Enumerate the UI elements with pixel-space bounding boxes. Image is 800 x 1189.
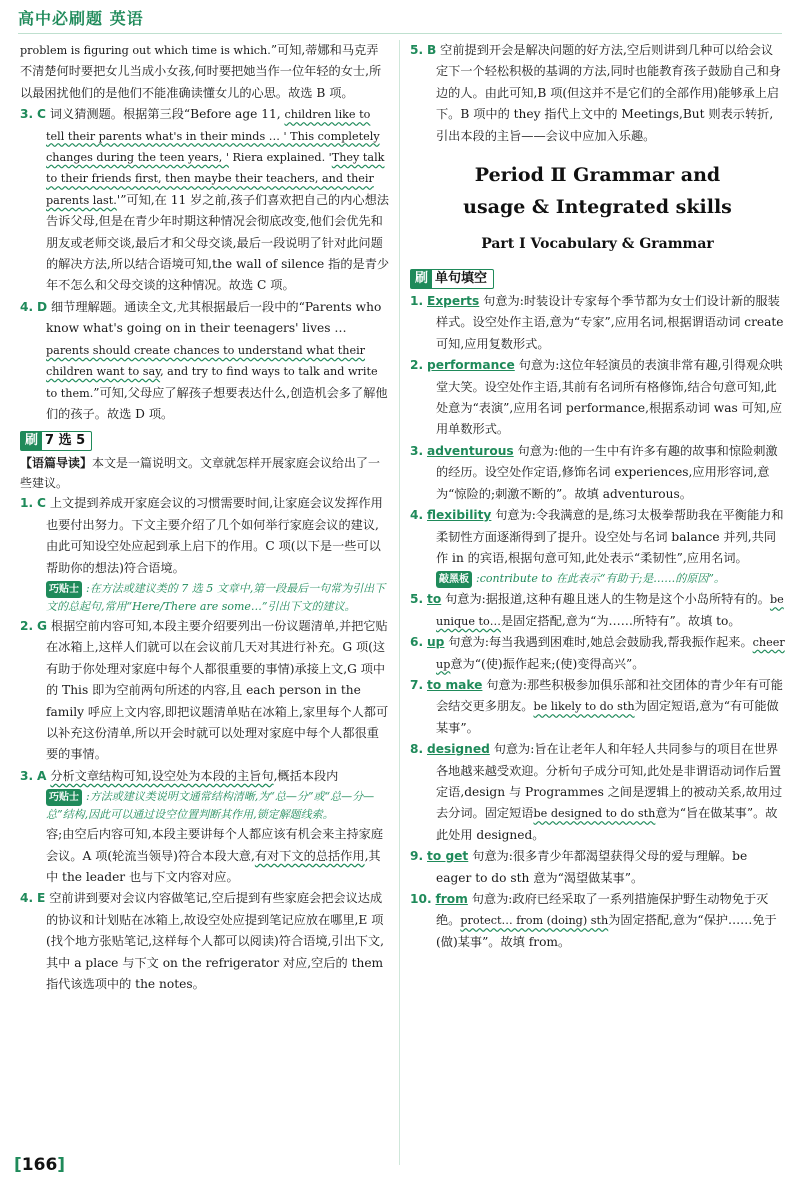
answer-s2: 2. G 根据空前内容可知,本段主要介绍要列出一份议题清单,并把它贴在冰箱上,这样人们就可以在会议前几天对其进行补充。G 项(这有助于你处理对家庭中每个人都很重要的事情)承接上文,G 项中的 This 即为空前两句所述的内容,且 each person in the family 呼应上文内容,即把议题清单贴在冰箱上,家里每个人都可以补充这份清单,所以开会时就可以处理对家庭中每个人都很重要的事情。 — [20, 618, 389, 762]
tip-box-s1: 巧贴士 :在方法或建议类的 7 选 5 文章中,第一段最后一句常为引出下文的总起句,常用“Here/There are some…”引出下文的建议。 — [46, 581, 386, 613]
section-seven-choose-five: 刷 7 选 5 — [20, 431, 92, 451]
period-title: Period Ⅱ Grammar and usage & Integrated skills — [463, 164, 732, 219]
book-title: 高中必刷题 英语 — [18, 9, 144, 28]
answer-g9: 9. to get 句意为:很多青少年都渴望获得父母的爱与理解。be eager to do sth 意为“渴望做某事”。 — [410, 849, 748, 885]
answer-g5: 5. to 句意为:据报道,这种有趣且迷人的生物是这个小岛所特有的。be unique to…是固定搭配,意为“为……所特有”。故填 to。 — [410, 592, 784, 628]
answer-g6: 6. up 句意为:每当我遇到困难时,她总会鼓励我,帮我振作起来。cheer up意为“(使)振作起来;(使)变得高兴”。 — [410, 635, 785, 671]
answer-4: 4. D 细节理解题。通读全文,尤其根据最后一段中的“Parents who know what's going on in their teenagers' lives … parents should create chances to understand what their children want to say, and try to find ways to talk and write to them.”可知,父母应了解孩子想要表达什么,创造机会多了解他们的孩子。故选 D 项。 — [20, 299, 388, 421]
answer-g4: 4. flexibility 句意为:令我满意的是,练习太极拳帮助我在平衡能力和柔韧性方面逐渐得到了提升。设空处与名词 balance 并列,共同作 in 的宾语,根据句意可知,此处表示“柔韧性”,应用名词。 — [410, 508, 784, 565]
answer-s5: 5. B 空前提到开会是解决问题的好方法,空后则讲到几种可以给会议定下一个轻松积极的基调的方法,同时也能教育孩子鼓励自己和身边的人。由此可知,B 项(但这并不是它们的全部作用)能够承上启下。B 项中的 they 指代上文中的 Meetings,But 则表示转折,引出本段的主旨——会议中应加入乐趣。 — [410, 43, 782, 143]
answer-s1: 1. C 上文提到养成开家庭会议的习惯需要时间,让家庭会议发挥作用也要付出努力。下文主要介绍了几个如何举行家庭会议的建议,由此可知设空处应起到承上启下的作用。C 项(以下是一些可以帮助你的想法)符合语境。 — [20, 496, 383, 575]
section-sentence-fill: 刷 单句填空 — [410, 269, 494, 289]
header-rule — [18, 33, 782, 34]
page-number: [166] — [14, 1155, 66, 1175]
tip-box-s3: 巧贴士 :方法或建议类说明文通常结构清晰,为“总—分”或“总—分—总”结构,因此可以通过设空位置判断其作用,锁定解题线索。 — [46, 790, 375, 822]
answer-s4: 4. E 空前讲到要对会议内容做笔记,空后提到有些家庭会把会议达成的协议和计划贴在冰箱上,故设空处应提到笔记应放在哪里,E 项(找个地方张贴笔记,这样每个人都可以阅读)符合语境,引出下文,其中 a place 与下文 on the refrigerator 对应,空后的 them 指代该选项中的 the notes。 — [20, 891, 385, 992]
answer-g1: 1. Experts 句意为:时装设计专家每个季节都为女士们设计新的服装样式。设空处作主语,意为“专家”,应用名词,根据谓语动词 create 可知,应用复数形式。 — [410, 294, 784, 351]
answer-g2: 2. performance 句意为:这位年轻演员的表演非常有趣,引得观众哄堂大笑。设空处作主语,其前有名词所有格修饰,结合句意可知,此处意为“表演”,应用名词 performance,根据系动词 was 可知,应用单数形式。 — [410, 358, 783, 437]
part-title: Part Ⅰ Vocabulary & Grammar — [481, 236, 714, 253]
answer-g10: 10. from 句意为:政府已经采取了一系列措施保护野生动物免于灭绝。protect… from (doing) sth为固定搭配,意为“保护……免于(做)某事”。故填 from。 — [410, 892, 777, 949]
answer-s3: 3. A 分析文章结构可知,设空处为本段的主旨句,概括本段内 — [20, 768, 339, 783]
page-header — [0, 0, 800, 36]
right-column — [410, 40, 785, 953]
answer-g3: 3. adventurous 句意为:他的一生中有许多有趣的故事和惊险刺激的经历。设空处作定语,修饰名词 experiences,应用形容词,意为“惊险的;刺激不断的”。故填 adventurous。 — [410, 443, 778, 501]
passage-guide: 【语篇导读】本文是一篇说明文。文章就怎样开展家庭会议给出了一些建议。 — [20, 456, 381, 491]
column-divider — [399, 40, 400, 1165]
tip-box-g4: 敲黑板 :contribute to 在此表示“有助于;是……的原因”。 — [410, 570, 785, 588]
answer-g8: 8. designed 句意为:旨在让老年人和年轻人共同参与的项目在世界各地越来越受欢迎。分析句子成分可知,此处是非谓语动词作后置定语,design 与 Programmes 之间是逻辑上的被动关系,故用过去分词。固定短语be designed to do sth意为“旨在做某事”。故此处用 designed。 — [410, 742, 783, 842]
answer-3: 3. C 词义猜测题。根据第三段“Before age 11, children like to tell their parents what's in their minds … ' This completely changes during the teen years, ' Riera explained. 'They talk to their friends first, then maybe their teachers, and their parents last.'”可知,在 11 岁之前,孩子们喜欢把自己的内心想法告诉父母,但是在青少年时期这种情况会彻底改变,他们会优先和朋友或老师交谈,最后才和父母交谈,最后一段说明了针对此问题的解决方法,所以结合语境可知,the wall of silence 指的是青少年不怎么和父母交谈的这种情况。故选 C 项。 — [20, 107, 390, 293]
tip-badge: 敲黑板 — [436, 571, 472, 588]
answer-s3-cont: 容;由空后内容可知,本段主要讲每个人都应该有机会来主持家庭会议。A 项(轮流当领导)符合本段大意,有对下文的总括作用,其中 the leader 也与下文内容对应。 — [46, 827, 384, 884]
intro-paragraph: problem is figuring out which time is which.”可知,蒂娜和马克弄不清楚何时要把女儿当成小女孩,何时要把她当作一位年轻的女士,所以最困扰他们的是他们不能准确读懂女儿的心思。故选 B 项。 — [20, 43, 382, 100]
tip-badge: 巧贴士 — [46, 581, 82, 598]
tip-badge: 巧贴士 — [46, 789, 82, 806]
answer-g7: 7. to make 句意为:那些积极参加俱乐部和社交团体的青少年有可能会结交更多朋友。be likely to do sth为固定短语,意为“有可能做某事”。 — [410, 677, 783, 735]
left-column — [20, 40, 390, 995]
